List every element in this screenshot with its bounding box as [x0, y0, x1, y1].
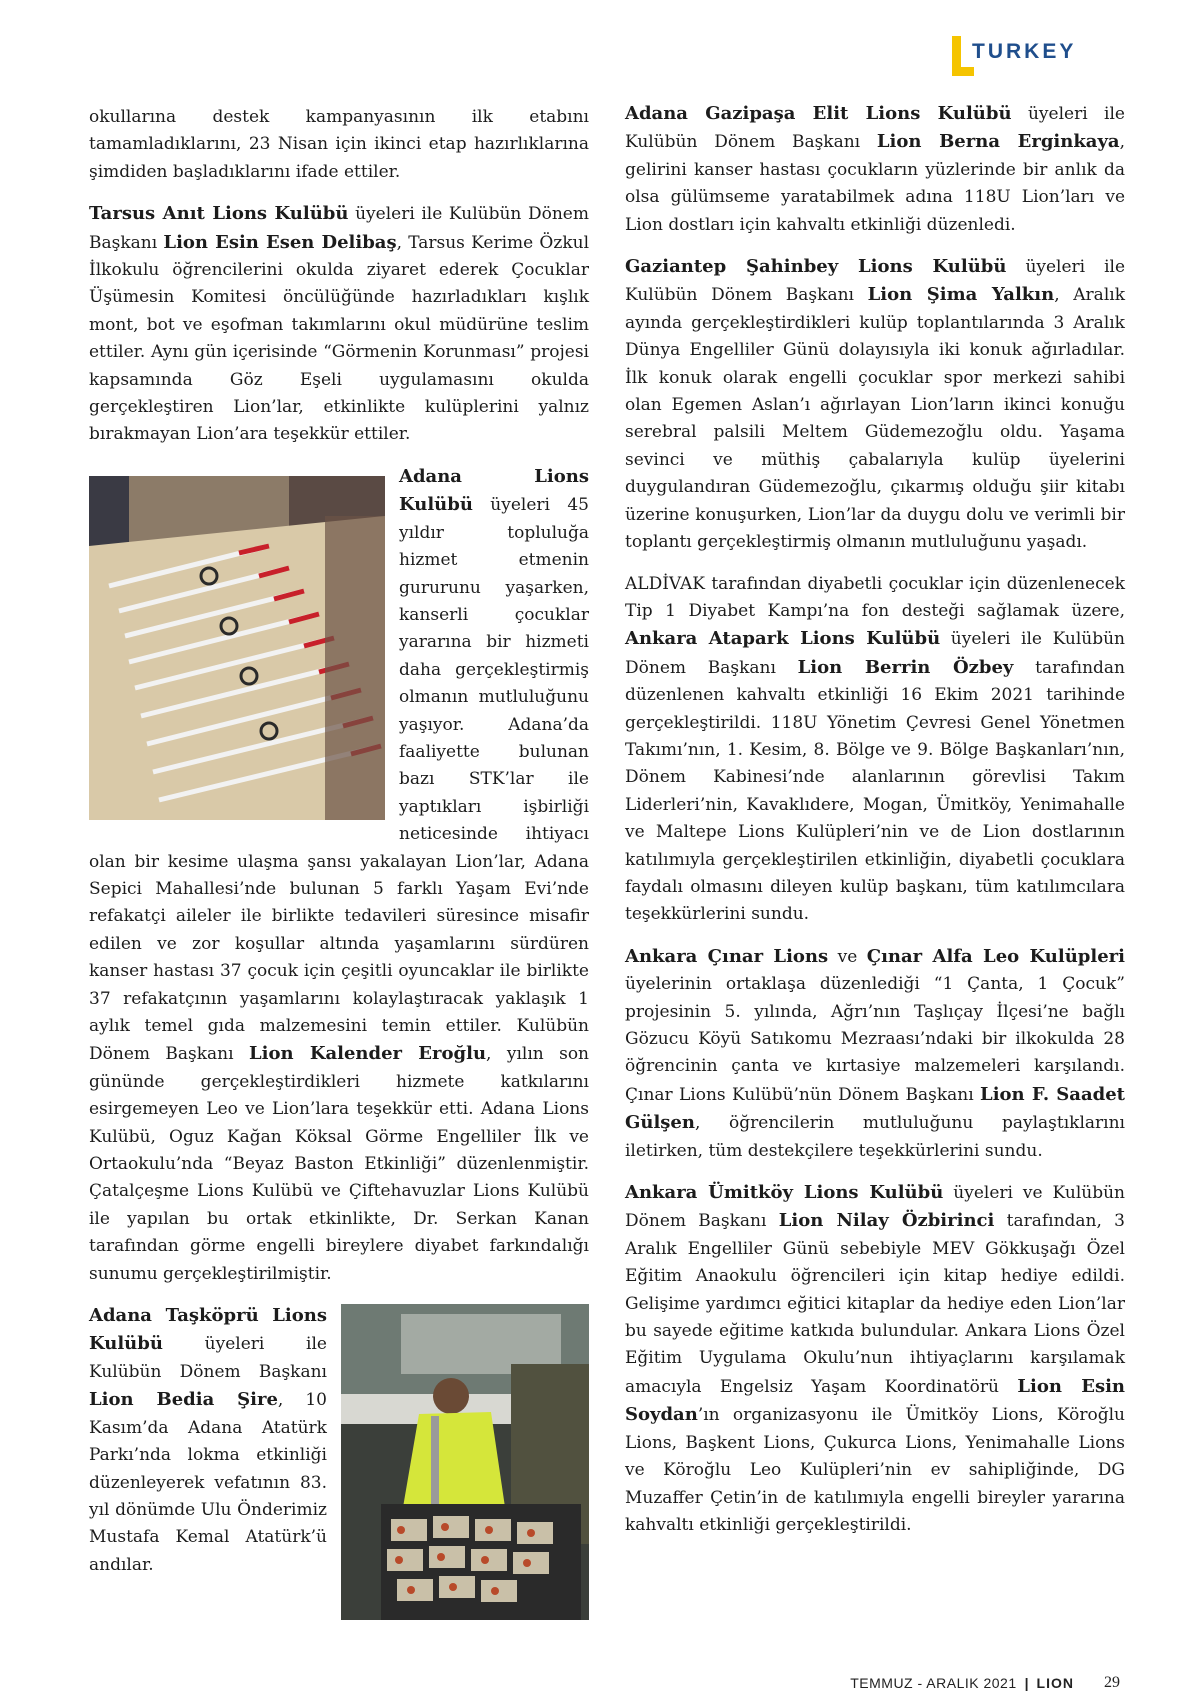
club-name: Adana Lions Kulübü	[399, 465, 589, 516]
club-name: Tarsus Anıt Lions Kulübü	[89, 203, 349, 225]
body-text: üyeleri ile Kulübün Dönem Başkanı	[625, 257, 1126, 306]
person-name: Lion F. Saadet Gülşen	[625, 1083, 1125, 1134]
club-name: Ankara Çınar Lions	[625, 945, 829, 967]
magazine-name: LION	[1036, 1675, 1074, 1691]
club-name-secondary: Çınar Alfa Leo Kulüpleri	[866, 945, 1125, 967]
body-text: tarafından düzenlenen kahvaltı etkinliği 16 Ekim 2021 tarihinde gerçekleştirildi. 118U Yönetim Çevresi Genel Yönetmen Takımı’nın, 1. Kesim, 8. Bölge ve 9. Bölge Başkanları’nın, Dönem Kabinesi’nde alanlarının görevlisi Takım Liderleri’nin, Kavaklıdere, Mogan, Ümitköy, Yenimahalle ve Maltepe Lions Kulüpleri’nin ve de Lion dostlarının katılımıyla gerçekleştirilen etkinliğin, diyabetli çocuklara faydalı olmasını dileyen kulüp başkanı, tüm katılımcılara teşekkürlerini sundu.	[625, 657, 1125, 925]
left-column	[89, 104, 589, 1626]
body-text: , öğrencilerin mutluluğunu paylaştıklarını iletirken, tüm destekçilere teşekkürlerini sundu.	[625, 1113, 1125, 1161]
body-text: üyeleri ve Kulübün Dönem Başkanı	[625, 1183, 1125, 1232]
page-footer	[850, 1672, 1120, 1694]
person-name: Lion Berrin Özbey	[797, 656, 1014, 678]
body-text: üyeleri 45 yıldır topluluğa hizmet etmenin gururunu yaşarken, kanserli çocuklar yararına bir hizmeti daha gerçekleştirmiş olmanın mutluluğunu yaşıyor. Adana’da faaliyette bulunan bazı STK’lar ile yaptıkları işbirliği neticesinde ihtiyacı olan bir kesime ulaşma şansı yakalayan Lion’lar, Adana Sepici Mahallesi’nde bulunan 5 farklı Yaşam Evi’nde refakatçi aileler ile birlikte tedavileri süresince misafir edilen ve zor koşullar altında yaşamlarını sürdüren kanser hastası 37 çocuk için çeşitli oyuncaklar ile birlikte 37 refakatçının yaşamlarını kolaylaştıracak yaklaşık 1 aylık temel gıda malzemesini temin ettiler. Kulübün Dönem Başkanı	[89, 495, 589, 1065]
body-text: üyeleri ile Kulübün Dönem Başkanı	[89, 1334, 327, 1382]
brand-accent-foot	[952, 67, 974, 76]
paragraph-gaziantep-sahinbey	[625, 253, 1125, 556]
person-name: Lion Kalender Eroğlu	[248, 1043, 487, 1065]
paragraph-intro-continued: okullarına destek kampanyasının ilk etabını tamamladıklarını, 23 Nisan için ikinci etap hazırlıklarına şimdiden başladıklarını ifade ettiler.	[89, 107, 589, 182]
paragraph-adana-gazipasa	[625, 100, 1125, 239]
person-name: Lion Şima Yalkın	[867, 284, 1055, 306]
body-text: ALDİVAK tarafından diyabetli çocuklar için düzenlenecek Tip 1 Diyabet Kampı’na fon desteği sağlamak üzere,	[625, 573, 1125, 621]
brand-name: TURKEY	[972, 40, 1077, 63]
club-name: Ankara Ümitköy Lions Kulübü	[625, 1182, 944, 1204]
club-name: Adana Gazipaşa Elit Lions Kulübü	[625, 103, 1012, 124]
body-text: , yılın son gününde gerçekleştirdikleri hizmete katkılarını esirgemeyen Leo ve Lion’lara teşekkür etti. Adana Lions Kulübü, Oguz Kağan Köksal Görme Engelliler İlk ve Ortaokulu’nda “Beyaz Baston Etkinliği” düzenlenmiştir. Çatalçeşme Lions Kulübü ve Çiftehavuzlar Lions Kulübü ile yapılan bu ortak etkinlikte, Dr. Serkan Kanan tarafından görme engelli bireylere diyabet farkındalığı sunumu gerçekleştirilmiştir.	[89, 1044, 590, 1284]
body-text: üyelerinin ortaklaşa düzenlediği “1 Çanta, 1 Çocuk” projesinin 5. yılında, Ağrı’nın Taşlıçay İlçesi’ne bağlı Gözucu Köyü Satıkomu Mezraası’ndaki bir ilkokulda 28 öğrencinin çanta ve kırtasiye malzemeleri karşılandı. Çınar Lions Kulübü’nün Dönem Başkanı	[625, 974, 1125, 1105]
body-text: ve	[828, 946, 867, 967]
body-text: üyeleri ile Kulübün Dönem Başkanı	[89, 204, 589, 253]
body-text: , Tarsus Kerime Özkul İlkokulu öğrencilerini okulda ziyaret ederek Çocuklar Üşümesin Komitesi öncülüğünde hazırladıkları kışlık mont, bot ve eşofman takımlarını okul müdürüne teslim ettiler. Aynı gün içerisinde “Görmenin Korunması” projesi kapsamında Göz Eşeli uygulamasını okulda gerçekleştiren Lion’lar, etkinlikte kulüplerini yalnız bırakmayan Lion’ara teşekkür ettiler.	[89, 232, 590, 445]
person-name: Lion Esin Esen Delibaş	[163, 231, 397, 253]
body-text: üyeleri ile Kulübün Dönem Başkanı	[625, 104, 1125, 153]
paragraph-ankara-umitkoy	[625, 1179, 1125, 1539]
body-text: , gelirini kanser hastası çocukların yüzlerinde bir anlık da olsa gülümseme yaratabilmek adına 118U Lion’ları ve Lion dostları için kahvaltı etkinliği düzenledi.	[625, 132, 1125, 235]
issue-date: TEMMUZ - ARALIK 2021	[850, 1675, 1017, 1691]
body-text: tarafından, 3 Aralık Engelliler Günü sebebiyle MEV Gökkuşağı Özel Eğitim Anaokulu öğrencileri için kitap hediye edildi. Gelişime yardımcı eğitici kitaplar da hediye eden Lion’lar bu sayede eğitime katkıda bulundular. Ankara Lions Özel Eğitim Uygulama Okulu’nun ihtiyaçlarını karşılamak amacıyla Engelsiz Yaşam Koordinatörü	[625, 1211, 1125, 1397]
right-column	[625, 100, 1125, 1553]
body-text: , Aralık ayında gerçekleştirdikleri kulüp toplantılarında 3 Aralık Dünya Engelliler Günü dolayısıyla iki konuk ağırladılar. İlk konuk olarak engelli çocuklar spor merkezi sahibi olan Egemen Aslan’ı ağırlayan Lion’ların ikinci konuğu serebral palsili Meltem Güdemezoğlu oldu. Yaşama sevinci ve müthiş çabalarıyla kulüp üyelerini duygulandıran Güdemezoğlu, çıkarmış olduğu şiir kitabı üzerine konuşurken, Lion’lar da duygu dolu ve verimli bir toplantı gerçekleştirmiş olmanın mutluluğunu yaşadı.	[625, 285, 1125, 553]
person-name: Lion Berna Erginkaya	[876, 131, 1120, 153]
white-canes-image	[89, 476, 385, 820]
body-text: üyeleri ile Kulübün Dönem Başkanı	[625, 629, 1126, 678]
page-number: 29	[1104, 1674, 1120, 1691]
photo-lokma-event	[341, 1304, 589, 1620]
lokma-event-image	[341, 1304, 589, 1620]
footer-separator: |	[1024, 1675, 1029, 1691]
club-name: Adana Taşköprü Lions Kulübü	[89, 1305, 327, 1355]
paragraph-ankara-atapark	[625, 571, 1125, 929]
person-name-secondary: Lion Esin Soydan	[625, 1375, 1125, 1426]
paragraph-tarsus-anit	[89, 200, 589, 449]
photo-white-canes	[89, 476, 385, 820]
club-name: Gaziantep Şahinbey Lions Kulübü	[625, 256, 1007, 278]
body-text: ’ın organizasyonu ile Ümitköy Lions, Köroğlu Lions, Başkent Lions, Çukurca Lions, Yenimahalle Lions ve Köroğlu Leo Kulüpleri’nin ev sahipliğinde, DG Muzaffer Çetin’in de katılımıyla engelli bireyler yararına kahvaltı etkinliği gerçekleştirildi.	[625, 1405, 1125, 1535]
body-text: , 10 Kasım’da Adana Atatürk Parkı’nda lokma etkinliği düzenleyerek vefatının 83. yıl dönümde Ulu Önderimiz Mustafa Kemal Atatürk’ü andılar.	[89, 1390, 327, 1575]
paragraph-ankara-cinar	[625, 943, 1125, 1165]
person-name: Lion Bedia Şire	[89, 1389, 278, 1411]
club-name: Ankara Atapark Lions Kulübü	[625, 628, 941, 650]
person-name: Lion Nilay Özbirinci	[778, 1210, 995, 1232]
brand-logo	[952, 36, 1112, 76]
